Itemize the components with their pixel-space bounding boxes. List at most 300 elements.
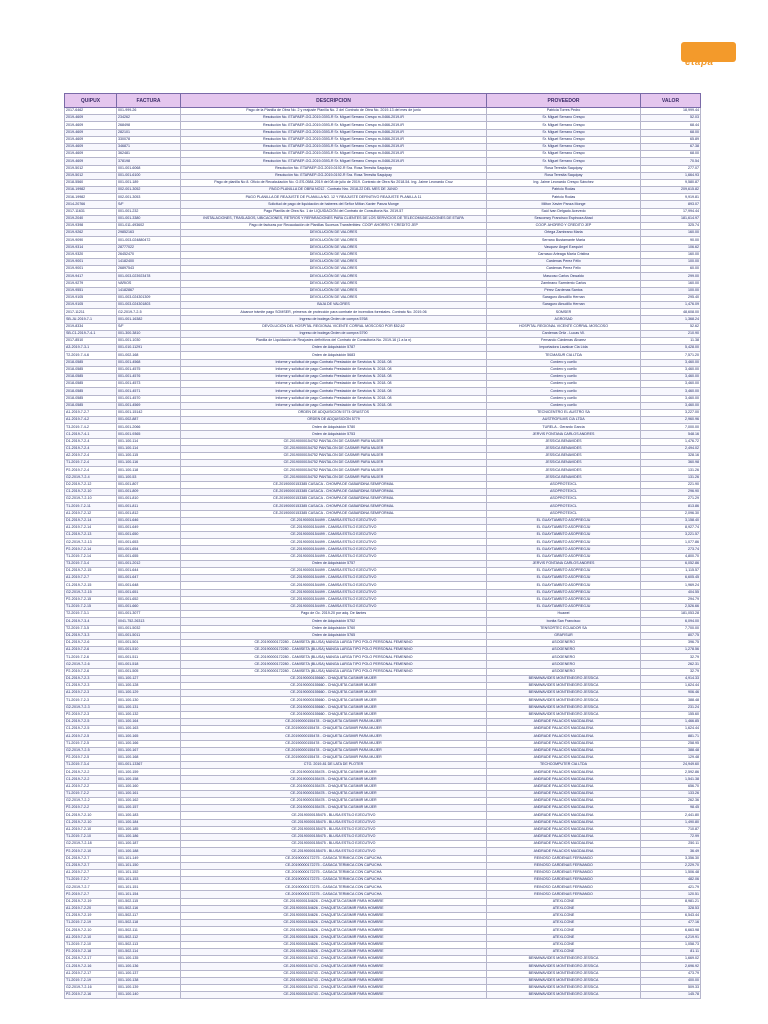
cell-valor: 262.31 [641,661,701,668]
cell-factura: 001-001-4575 [117,366,181,373]
cell-descripcion: DEVOLUCIÓN DE VALORES [181,244,487,251]
cell-factura: 001-100-114 [117,445,181,452]
cell-quipux: G2-2019-7-2-6 [65,661,117,668]
cell-quipux: D1-2019-7-2-15 [65,568,117,575]
cell-quipux: 2019-4609 [65,143,117,150]
cell-quipux: P2-2019-7-2-14 [65,546,117,553]
cell-factura: 001-100-187 [117,841,181,848]
cell-valor: 67.38 [641,143,701,150]
table-row [65,826,701,833]
cell-factura: 001-100-159 [117,769,181,776]
cell-proveedor: Cordero y cuello [487,395,641,402]
table-body [65,108,701,999]
cell-descripcion: PAGO PLANILLA DE OBRA NO12 . Contrato Nro. 2018-22 DEL MES DE JUNIO [181,187,487,194]
cell-descripcion: CE-20190000155660 - CHAQUETA CASIMIR MUJER [181,704,487,711]
cell-quipux: G2-2019-7-2-3 [65,704,117,711]
cell-valor: 813.86 [641,503,701,510]
cell-valor: 296.90 [641,488,701,495]
cell-factura: 001-001-654 [117,546,181,553]
table-row [65,970,701,977]
cell-descripcion: CE-20190000155475 - BLUSA ESTILO EJECUTIVO [181,819,487,826]
cell-proveedor: JERVIS FONTANA CARLOS ANDRES [487,431,641,438]
cell-factura: 001-001-4571 [117,388,181,395]
cell-valor: 473.79 [641,970,701,977]
table-row [65,683,701,690]
table-row [65,532,701,539]
cell-descripcion: Informe y solicitud de pago Contrato Prestación de Servicios N. 2018- 08 [181,373,487,380]
table-row [65,869,701,876]
cell-factura: 001-100-128 [117,683,181,690]
table-row [65,517,701,524]
table-row [65,977,701,984]
cell-descripcion: CE-20190000154499 - CAMISA ESTILO EJECUTIVO [181,575,487,582]
cell-quipux: D1-2019-7-2-6 [65,639,117,646]
table-row [65,524,701,531]
table-row [65,733,701,740]
table-row [65,388,701,395]
cell-factura: 001-502-114 [117,948,181,955]
cell-quipux: 2018-0585 [65,395,117,402]
cell-descripcion: CE-20190000155478 - CHAQUETA CASIMIR PARA MUJER [181,747,487,754]
cell-valor: 477.16 [641,920,701,927]
cell-factura: 001-011-493602 [117,223,181,230]
cell-valor: 277.07 [641,165,701,172]
table-row [65,129,701,136]
cell-quipux: G2-2019-7-2-4 [65,474,117,481]
cell-quipux: P2-2019-7-2-2 [65,805,117,812]
table-row [65,984,701,991]
cell-factura: 001-101-151 [117,884,181,891]
cell-proveedor: EL GUAYTAMBITO ASOPREGJU [487,553,641,560]
cell-factura: 001-001-650 [117,532,181,539]
cell-proveedor: ASOGENERO [487,661,641,668]
cell-factura: 001-100-132 [117,711,181,718]
cell-descripcion: CE-20190000154743 - CHAQUETA CASIMIR PARA HOMBRE [181,984,487,991]
cell-quipux: T1-2019-7-2-15 [65,603,117,610]
table-row [65,373,701,380]
table-row [65,258,701,265]
cell-proveedor: Rosa Teresita Saquipay [487,165,641,172]
cell-quipux: 2017-6462 [65,108,117,115]
cell-proveedor: ASOGENERO [487,668,641,675]
cell-descripcion: CE-20190000154499 - CAMISA ESTILO EJECUTIVO [181,553,487,560]
cell-factura: 001-300-3810 [117,330,181,337]
cell-valor: 2,096.30 [641,510,701,517]
table-row [65,115,701,122]
cell-proveedor: ASOPROTEXCL [487,503,641,510]
cell-valor: 18,999.44 [641,108,701,115]
table-row [65,309,701,316]
cell-valor: 3,460.00 [641,388,701,395]
table-row [65,934,701,941]
cell-valor: 6,543.44 [641,913,701,920]
table-row [65,208,701,215]
cell-descripcion: CE-20190000154499 - CAMISA ESTILO EJECUTIVO [181,524,487,531]
table-row [65,316,701,323]
cell-factura: 362481 [117,151,181,158]
cell-descripcion: Orden de Adquisición 5683 [181,352,487,359]
cell-proveedor: ANDRADE PALACIOS MAGDALENA [487,754,641,761]
cell-factura: 001-100-163 [117,726,181,733]
cell-descripcion: CE-20190000172275 - CASACA TERMICA CON CAPUCHA [181,891,487,898]
cell-proveedor: Sr. Miguel Serrano Crespo [487,158,641,165]
cell-factura: 14182400 [117,258,181,265]
cell-factura: 28777022 [117,244,181,251]
cell-valor: 1,115.57 [641,568,701,575]
table-row [65,647,701,654]
cell-quipux: 2018-0585 [65,373,117,380]
cell-factura: 001-001-4573 [117,381,181,388]
cell-proveedor: Sr. Miguel Serrano Crespo [487,143,641,150]
cell-factura: 001-001-644 [117,568,181,575]
cell-descripcion: CE-20190000154499 - CAMISA ESTILO EJECUTIVO [181,568,487,575]
cell-proveedor: TECMASUR CIA LTDA [487,352,641,359]
table-row [65,122,701,129]
cell-valor: 273.74 [641,546,701,553]
cell-factura: 001-001-3380 [117,215,181,222]
cell-descripcion: DEVOLUCIÓN DEL HOSPITAL REGIONAL VICENTE CORRAL MOSCOSO POR $52,62 [181,323,487,330]
table-row [65,747,701,754]
cell-proveedor: COOP. AHORRO Y CREDITO JEP [487,223,641,230]
cell-valor: 181,614.97 [641,215,701,222]
table-row [65,251,701,258]
cell-quipux: T1-2019-7-2-2 [65,790,117,797]
cell-descripcion: Informe y solicitud de pago Contrato Prestación de Servicios N. 2018- 08 [181,388,487,395]
cell-descripcion: CTG. 2019-81 DE LATA DE PLOTER [181,762,487,769]
cell-valor: 7,700.00 [641,625,701,632]
table-row [65,898,701,905]
table-row [65,927,701,934]
cell-valor: 17,994.44 [641,208,701,215]
cell-quipux: C1-2019-7-2-15 [65,582,117,589]
cell-quipux: C1-2019-7-2-10 [65,488,117,495]
cell-descripcion: CE-20190000155660 - CHAQUETA CASIMIR MUJER [181,683,487,690]
cell-factura: 001-001-4570 [117,395,181,402]
cell-descripcion: Pago de Oc. 2019-20 por adq. De llantes [181,611,487,618]
table-row [65,589,701,596]
cell-valor: 131.26 [641,474,701,481]
cell-valor: 24,949.60 [641,762,701,769]
cell-quipux: 2018-5560 [65,179,117,186]
cell-factura: 001-001-5032 [117,625,181,632]
cell-valor: 807.75 [641,632,701,639]
cell-descripcion: CE-20190000154743 - CHAQUETA CASIMIR PARA HOMBRE [181,992,487,999]
cell-factura: 001-100-183 [117,812,181,819]
cell-valor: 388.48 [641,697,701,704]
cell-descripcion: INSTALACIONES, TRASLADOS, UBICACIONES, RETIROS Y REPARACIONES PARA CLIENTES DE LOS SERVICIOS DE TELECOMUNICACIONES DE ETAPA [181,215,487,222]
cell-proveedor: BENMWAVIDES MONTENEGRO JESSICA [487,984,641,991]
cell-proveedor: ANDRADE PALACIOS MAGDALENA [487,747,641,754]
table-row [65,913,701,920]
table-row [65,740,701,747]
cell-proveedor: Ing. Jaime Leonardo Crespo Sánchez [487,179,641,186]
cell-valor: 421.79 [641,884,701,891]
cell-proveedor: EL GUAYTAMBITO ASOPREGJU [487,546,641,553]
cell-factura: 001-001-511 [117,654,181,661]
cell-descripcion: DEVOLUCIÓN DE VALORES [181,294,487,301]
cell-quipux: G2-2019-7-2-16 [65,984,117,991]
cell-quipux: T1-2019-7-3-4 [65,762,117,769]
cell-descripcion: DEVOLUCIÓN DE VALORES [181,251,487,258]
cell-factura: 001-100-139 [117,984,181,991]
cell-valor: 4,914.33 [641,675,701,682]
cell-proveedor: Saraguro Atnudillo Hernan [487,302,641,309]
table-row [65,244,701,251]
cell-valor: 8,927.74 [641,524,701,531]
table-row [65,338,701,345]
table-row [65,417,701,424]
cell-descripcion: Ingreso de bodega Orden de compra 5768 [181,316,487,323]
cell-descripcion: CE-20190000155660 - CHAQUETA CASIMIR MUJER [181,711,487,718]
cell-factura: 001-100-162 [117,798,181,805]
cell-valor: 68.00 [641,129,701,136]
cell-factura: 001-002-168 [117,352,181,359]
table-header-row [65,94,701,108]
cell-descripcion: CE-20190000154626 - CHAQUETA CASIMIR PARA HOMBRE [181,913,487,920]
cell-valor: 68.44 [641,122,701,129]
cell-valor: 396.75 [641,639,701,646]
cell-factura: 001-101-152 [117,869,181,876]
cell-descripcion: CE-20190000154752 PANTALON DE CASIMIR PARA MUJER [181,460,487,467]
cell-descripcion: Solicitud de pago de liquidación de haberes del Señor Milton Xavier Panza Monge [181,201,487,208]
cell-valor: 1,476.09 [641,302,701,309]
cell-quipux: C1-2019-7-2-3 [65,683,117,690]
table-row [65,230,701,237]
table-row [65,726,701,733]
cell-proveedor: EL GUAYTAMBITO ASOPREGJU [487,532,641,539]
cell-quipux: 2019-4609 [65,122,117,129]
cell-proveedor: Patricio Rodas [487,187,641,194]
cell-descripcion: CE-20190000154626 - CHAQUETA CASIMIR PARA HOMBRE [181,920,487,927]
cell-quipux: T1-2019-7-2-6 [65,654,117,661]
cell-descripcion: Pago de facturas por Recaudación de Planillas Sucesos Transferibles: COOP. AHORRO Y CREDITO JEP [181,223,487,230]
cell-proveedor: ANDRADE PALACIOS MAGDALENA [487,798,641,805]
cell-quipux: A1-2019-7-2-17 [65,970,117,977]
table-row [65,963,701,970]
table-row [65,718,701,725]
cell-factura: 001-100-130 [117,697,181,704]
table-row [65,223,701,230]
cell-quipux: A1-2019-7-2-10 [65,826,117,833]
cell-descripcion: CE-20190000153385 CASACA - CHOMPA DE GABARDINA SEMIFORMAL [181,496,487,503]
cell-proveedor: ANDRADE PALACIOS MAGDALENA [487,718,641,725]
cell-quipux: D1-2019-7-2-10 [65,812,117,819]
cell-quipux: C1-2019-7-2-7 [65,862,117,869]
cell-valor: 906.46 [641,690,701,697]
cell-factura: 29852163 [117,230,181,237]
cell-factura: 001-001-810 [117,496,181,503]
cell-descripcion: Resolución No. ETAPAEP-GG-2019-0393-R Sr. Miguel Serrano Crespo m-0466-2019-IR [181,151,487,158]
cell-quipux: C1-2019-7-2-4 [65,445,117,452]
cell-factura: 001-999-26 [117,108,181,115]
cell-quipux: D1-2019-7-2-17 [65,956,117,963]
cell-descripcion: ORDEN DE ADQUISICIÓN 5779 [181,417,487,424]
cell-quipux: 2019-9262 [65,230,117,237]
cell-factura: 001-001-9365 [117,431,181,438]
table-row [65,711,701,718]
cell-proveedor: HOSPITAL REGIONAL VICENTE CORRAL MOSCOSO [487,323,641,330]
table-row [65,330,701,337]
cell-proveedor: BENMWAVIDES MONTENEGRO JESSICA [487,970,641,977]
cell-quipux: A1-2019-7-2-20 [65,905,117,912]
cell-factura: 001-001-2012 [117,560,181,567]
header-quipux: QUIPUX [65,94,117,108]
cell-proveedor: REINOSO CARDENAS FERNANDO [487,855,641,862]
table-row [65,697,701,704]
cell-quipux: 2019-9417 [65,273,117,280]
cell-quipux: C1-2019-7-2-16 [65,963,117,970]
table-row [65,754,701,761]
cell-quipux: A1-2019-7-2-2 [65,783,117,790]
table-row [65,948,701,955]
cell-valor: 250.11 [641,841,701,848]
cell-proveedor: Cordero y cuello [487,373,641,380]
cell-descripcion: Resolución No. ETAPAEP-GG-2019-0192-R Sra. Rosa Teresita Saquipay [181,172,487,179]
cell-valor: 6,052.86 [641,560,701,567]
table-row [65,409,701,416]
cell-quipux: 2018-0585 [65,381,117,388]
cell-proveedor: TENSORTEC ECUADOR SA [487,625,641,632]
cell-descripcion: Orden de Adquisición 5760 [181,625,487,632]
cell-quipux: 2019-4609 [65,129,117,136]
cell-valor: 129.48 [641,754,701,761]
cell-quipux: 2019-9105 [65,294,117,301]
cell-proveedor: JESSICA BENAVIDES [487,460,641,467]
cell-descripcion: CE-20190000155478 - CHAQUETA CASIMIR MUJER [181,769,487,776]
cell-proveedor: ATEXLCONE [487,927,641,934]
cell-descripcion: Resolución No. ETAPAEP-GG-2019-0393-R Sr. Miguel Serrano Crespo m-0466-2019-IR [181,129,487,136]
table-row [65,345,701,352]
cell-quipux: T1-2019-7-2-10 [65,941,117,948]
cell-valor: 509.33 [641,984,701,991]
cell-quipux: D1-2019-7-2-7 [65,855,117,862]
cell-valor: 482.06 [641,877,701,884]
cell-descripcion: Resolución No. ETAPAEP-GG-2019-0393-R Sr. Miguel Serrano Crespo m-0466-2019-IR [181,158,487,165]
cell-descripcion: CE-20190000154499 - CAMISA ESTILO EJECUTIVO [181,546,487,553]
table-row [65,187,701,194]
cell-factura: 002-001-3053 [117,194,181,201]
cell-quipux: P2-2019-7-2-18 [65,948,117,955]
cell-quipux: 2019-4609 [65,115,117,122]
cell-quipux: 2019-9320 [65,251,117,258]
cell-descripcion: CE-20190000154499 - CAMISA ESTILO EJECUTIVO [181,596,487,603]
cell-descripcion: CE-20190000155478 - CHAQUETA CASIMIR MUJER [181,790,487,797]
cell-proveedor: ASOPROTEXCL [487,481,641,488]
cell-quipux: T1-2019-7-2-5 [65,740,117,747]
cell-quipux: 2016-19982 [65,194,117,201]
cell-proveedor: ATEXLCONE [487,948,641,955]
table-row [65,294,701,301]
cell-factura: 001-001-4569 [117,402,181,409]
cell-proveedor: ANDRADE PALACIOS MAGDALENA [487,805,641,812]
cell-descripcion: CE-20190000154626 - CHAQUETA CASIMIR PARA HOMBRE [181,934,487,941]
cell-proveedor: Cordero y cuello [487,366,641,373]
cell-quipux: 2019-8334 [65,323,117,330]
cell-factura: 001-100-185 [117,826,181,833]
cell-quipux: T1-2019-7-2-11 [65,503,117,510]
cell-quipux: 2017-11631 [65,208,117,215]
cell-valor: 52.03 [641,115,701,122]
cell-proveedor: SOMSER [487,309,641,316]
cell-descripcion: CE-20190000154752 PANTALON DE CASIMIR PARA MUJER [181,445,487,452]
cell-valor: 1,476.72 [641,438,701,445]
cell-factura: 001-100-168 [117,754,181,761]
cell-quipux: T1-2019-7-2-4 [65,460,117,467]
cell-proveedor: ATEXLCONE [487,898,641,905]
table-row [65,453,701,460]
cell-proveedor: BENMWAVIDES MONTENEGRO JESSICA [487,690,641,697]
cell-quipux: A1-2019-7-2-7 [65,869,117,876]
cell-factura: 001-100-114 [117,438,181,445]
cell-proveedor: EL GUAYTAMBITO ASOPREGJU [487,517,641,524]
header-valor: VALOR [641,94,701,108]
cell-proveedor: REINOSO CARDENAS FERNANDO [487,877,641,884]
cell-valor: 294.79 [641,596,701,603]
cell-descripcion: Orden de Adquisición 5787 [181,345,487,352]
cell-quipux: G2-2019-7-2-2 [65,798,117,805]
table-row [65,366,701,373]
cell-descripcion: CE-20190000154743 - CHAQUETA CASIMIR PARA HOMBRE [181,977,487,984]
cell-factura: 001-100-137 [117,970,181,977]
cell-descripcion: CE-20190000155475 - BLUSA ESTILO EJECUTIVO [181,812,487,819]
cell-factura: 001-001-655 [117,553,181,560]
cell-factura: 001-001-15142 [117,409,181,416]
cell-descripcion: CE-20190000153385 CASACA - CHOMPA DE GABARDINA SEMIFORMAL [181,510,487,517]
cell-descripcion: CE-20190000154499 - CAMISA ESTILO EJECUTIVO [181,539,487,546]
cell-factura: 001-003-024301803 [117,302,181,309]
cell-quipux: C1-2019-7-2-5 [65,726,117,733]
cell-valor: 181,053.28 [641,611,701,618]
cell-descripcion: CE-20190000154743 - CHAQUETA CASIMIR PARA HOMBRE [181,963,487,970]
cell-factura: 001-010-11291 [117,345,181,352]
cell-quipux: 2019-2040 [65,215,117,222]
table-row [65,431,701,438]
cell-valor: 1,506.48 [641,869,701,876]
cell-descripcion: Orden de Adquisición 5757 [181,560,487,567]
table-row [65,661,701,668]
cell-quipux: D1-2019-7-2-3 [65,675,117,682]
cell-valor: 32.79 [641,654,701,661]
table-row [65,812,701,819]
cell-proveedor: EL GUAYTAMBITO ASOPREGJU [487,539,641,546]
cell-descripcion: Alcance trámite pago SOMSER, primeros de protección para combate de incendios forestales. Contrato No. 2019-06 [181,309,487,316]
table-row [65,359,701,366]
cell-descripcion: DEVOLUCIÓN DE VALORES [181,266,487,273]
cell-descripcion: DEVOLUCIÓN DE VALORES [181,237,487,244]
cell-proveedor: Rosa Teresita Saquipay [487,172,641,179]
cell-quipux: A1-2019-7-2-5 [65,733,117,740]
cell-proveedor: Importadora Lavalcar Cia Ltda [487,345,641,352]
cell-factura: 001-001-6068 [117,165,181,172]
cell-proveedor: Cordero y cuello [487,388,641,395]
cell-descripcion: CE-20190000172280 - CAMISETA (BLUSA) MANGA LARGA TIPO POLO PERSONAL FEMENINO [181,654,487,661]
cell-factura: 001-001-4576 [117,373,181,380]
header-proveedor: PROVEEDOR [487,94,641,108]
cell-factura: 001-001-649 [117,524,181,531]
cell-factura: 001-001-652 [117,596,181,603]
cell-valor: 6,605.45 [641,575,701,582]
cell-descripcion: Pago de la Planilla de Obra No. 2 y reajuste Planilla No. 2 del Contrato de Obra No. 2019-13 del mes de junio [181,108,487,115]
cell-proveedor: ANDRADE PALACIOS MAGDALENA [487,826,641,833]
cell-factura: 001-100-138 [117,977,181,984]
cell-descripcion: Resolución No. ETAPAEP-GG-2019-0393-R Sr. Miguel Serrano Crespo m-0466-2019-IR [181,143,487,150]
cell-factura: 001-100-160 [117,783,181,790]
cell-proveedor: BENMWAVIDES MONTENEGRO JESSICA [487,711,641,718]
cell-proveedor: EL GUAYTAMBITO ASOPREGJU [487,575,641,582]
cell-proveedor: ANDRADE PALACIOS MAGDALENA [487,833,641,840]
cell-quipux: D1-2019-7-2-19 [65,898,117,905]
cell-factura: 001-001-510 [117,647,181,654]
